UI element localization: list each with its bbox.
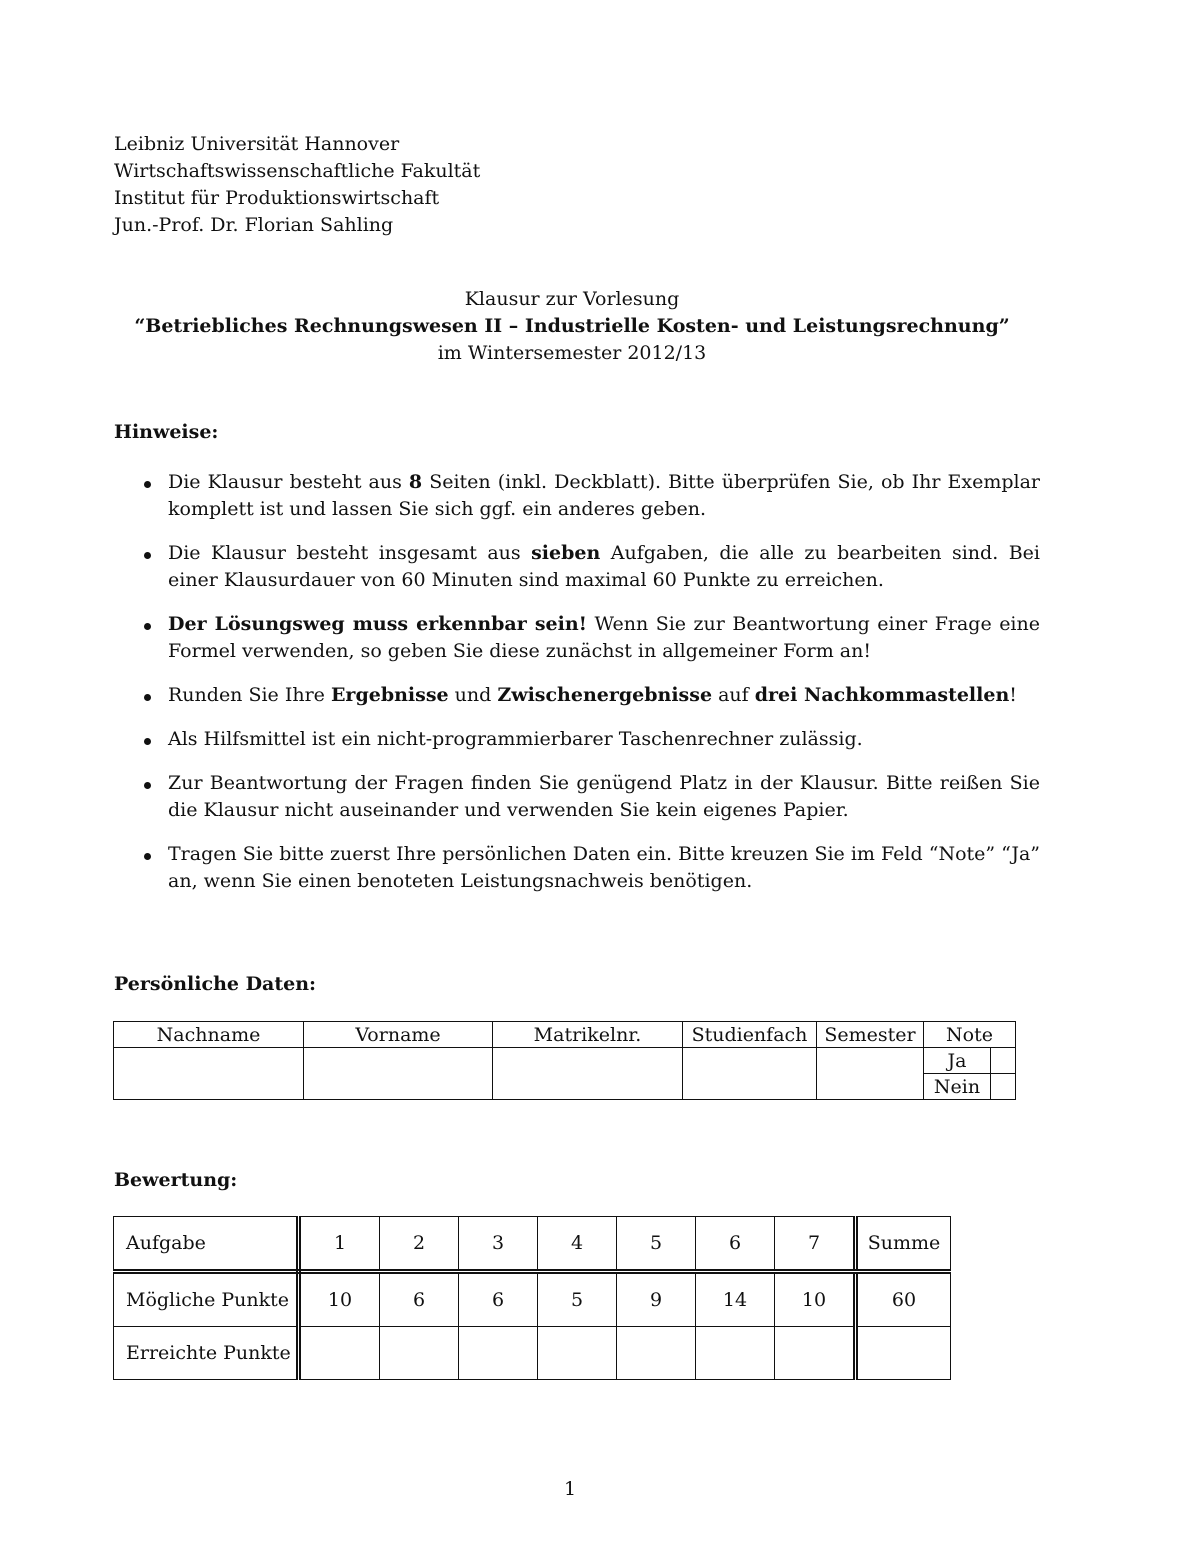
achieved-points-field[interactable] bbox=[696, 1327, 775, 1380]
vorname-field[interactable] bbox=[304, 1048, 493, 1100]
achieved-points-field[interactable] bbox=[459, 1327, 538, 1380]
title-line-2: “Betriebliches Rechnungswesen II – Industrielle Kosten- und Leistungsrechnung” bbox=[134, 315, 1010, 337]
achieved-points-field[interactable] bbox=[617, 1327, 696, 1380]
bullet-icon bbox=[144, 552, 151, 559]
task-number: 4 bbox=[538, 1217, 617, 1272]
row-label-erreichte-punkte: Erreichte Punkte bbox=[114, 1327, 299, 1380]
title-line-1: Klausur zur Vorlesung bbox=[464, 288, 680, 310]
page-number: 1 bbox=[563, 1478, 577, 1500]
column-header-vorname: Vorname bbox=[304, 1022, 493, 1048]
achieved-points-row bbox=[114, 1327, 951, 1380]
header-line-university: Leibniz Universität Hannover bbox=[114, 133, 400, 155]
hinweis-text: Runden Sie Ihre bbox=[168, 684, 331, 706]
points-value: 6 bbox=[459, 1272, 538, 1327]
semester-field[interactable] bbox=[817, 1048, 924, 1100]
hinweise-list bbox=[140, 469, 1040, 912]
bullet-icon bbox=[144, 738, 151, 745]
hinweis-item bbox=[140, 726, 1040, 753]
row-label-moegliche-punkte: Mögliche Punkte bbox=[114, 1272, 299, 1327]
matrikelnr-field[interactable] bbox=[493, 1048, 683, 1100]
bullet-icon bbox=[144, 623, 151, 630]
nachname-field[interactable] bbox=[114, 1048, 304, 1100]
column-header-matrikelnr: Matrikelnr. bbox=[493, 1022, 683, 1048]
hinweise-heading: Hinweise: bbox=[114, 421, 219, 443]
note-option-nein-checkbox[interactable] bbox=[991, 1074, 1016, 1100]
personal-data-heading: Persönliche Daten: bbox=[114, 973, 317, 995]
personal-data-table bbox=[113, 1021, 1016, 1100]
task-number: 6 bbox=[696, 1217, 775, 1272]
achieved-sum-field[interactable] bbox=[856, 1327, 951, 1380]
hinweis-text: auf bbox=[712, 684, 755, 706]
bullet-icon bbox=[144, 481, 151, 488]
note-option-ja-checkbox[interactable] bbox=[991, 1048, 1016, 1074]
header-line-professor: Jun.-Prof. Dr. Florian Sahling bbox=[114, 214, 394, 236]
note-option-ja-label: Ja bbox=[924, 1048, 991, 1074]
hinweis-text: Die Klausur besteht aus bbox=[168, 471, 409, 493]
bullet-icon bbox=[144, 782, 151, 789]
row-label-aufgabe: Aufgabe bbox=[114, 1217, 299, 1272]
column-header-studienfach: Studienfach bbox=[683, 1022, 817, 1048]
task-number: 3 bbox=[459, 1217, 538, 1272]
bullet-icon bbox=[144, 694, 151, 701]
hinweis-item bbox=[140, 682, 1040, 709]
hinweis-text: Die Klausur besteht insgesamt aus bbox=[168, 542, 532, 564]
points-value: 10 bbox=[775, 1272, 856, 1327]
points-value: 6 bbox=[380, 1272, 459, 1327]
hinweis-text: Tragen Sie bitte zuerst Ihre persönlichen Daten ein. Bitte kreuzen Sie im Feld “Note” “Ja” an, wenn Sie einen benoteten Leistungsnachweis benötigen. bbox=[168, 843, 1040, 892]
task-number: 1 bbox=[299, 1217, 380, 1272]
bewertung-heading: Bewertung: bbox=[114, 1169, 238, 1191]
column-header-semester: Semester bbox=[817, 1022, 924, 1048]
achieved-points-field[interactable] bbox=[299, 1327, 380, 1380]
hinweis-text: Seiten (inkl. Deckblatt). Bitte überprüfen Sie, ob Ihr Exemplar komplett ist und lassen Sie sich ggf. ein anderes geben. bbox=[168, 471, 1040, 520]
task-number: 2 bbox=[380, 1217, 459, 1272]
hinweis-emphasis: Zwischenergebnisse bbox=[497, 684, 713, 706]
sum-points-value: 60 bbox=[856, 1272, 951, 1327]
score-table bbox=[113, 1216, 951, 1380]
points-value: 5 bbox=[538, 1272, 617, 1327]
points-value: 10 bbox=[299, 1272, 380, 1327]
hinweis-text: Wenn Sie zur Beantwortung einer Frage eine Formel verwenden, so geben Sie diese zunächst in allgemeiner Form an! bbox=[168, 613, 1040, 662]
hinweis-item bbox=[140, 770, 1040, 824]
achieved-points-field[interactable] bbox=[775, 1327, 856, 1380]
hinweis-item bbox=[140, 841, 1040, 895]
hinweis-emphasis: drei Nachkommastellen bbox=[754, 684, 1010, 706]
header-line-faculty: Wirtschaftswissenschaftliche Fakultät bbox=[114, 160, 481, 182]
task-number: 7 bbox=[775, 1217, 856, 1272]
achieved-points-field[interactable] bbox=[380, 1327, 459, 1380]
hinweis-emphasis: Der Lösungsweg muss erkennbar sein! bbox=[168, 613, 587, 635]
studienfach-field[interactable] bbox=[683, 1048, 817, 1100]
title-line-3: im Wintersemester 2012/13 bbox=[437, 342, 707, 364]
hinweis-emphasis: Ergebnisse bbox=[330, 684, 449, 706]
hinweis-emphasis: sieben bbox=[531, 542, 601, 564]
possible-points-row bbox=[114, 1272, 951, 1327]
header-line-institute: Institut für Produktionswirtschaft bbox=[114, 187, 440, 209]
hinweis-item bbox=[140, 540, 1040, 594]
points-value: 9 bbox=[617, 1272, 696, 1327]
column-header-nachname: Nachname bbox=[114, 1022, 304, 1048]
note-option-nein-label: Nein bbox=[924, 1074, 991, 1100]
hinweis-item bbox=[140, 469, 1040, 523]
sum-label: Summe bbox=[856, 1217, 951, 1272]
achieved-points-field[interactable] bbox=[538, 1327, 617, 1380]
bullet-icon bbox=[144, 853, 151, 860]
task-row bbox=[114, 1217, 951, 1272]
hinweis-emphasis: 8 bbox=[408, 471, 423, 493]
task-number: 5 bbox=[617, 1217, 696, 1272]
hinweis-item bbox=[140, 611, 1040, 665]
hinweis-text: und bbox=[448, 684, 498, 706]
column-header-note: Note bbox=[924, 1022, 1016, 1048]
hinweis-text: ! bbox=[1009, 684, 1017, 706]
points-value: 14 bbox=[696, 1272, 775, 1327]
hinweis-text: Aufgaben, die alle zu bearbeiten sind. Bei einer Klausurdauer von 60 Minuten sind maximal 60 Punkte zu erreichen. bbox=[168, 542, 1040, 591]
hinweis-text: Zur Beantwortung der Fragen finden Sie genügend Platz in der Klausur. Bitte reißen Sie die Klausur nicht auseinander und verwenden Sie kein eigenes Papier. bbox=[168, 772, 1040, 821]
hinweis-text: Als Hilfsmittel ist ein nicht-programmierbarer Taschenrechner zulässig. bbox=[168, 728, 863, 750]
